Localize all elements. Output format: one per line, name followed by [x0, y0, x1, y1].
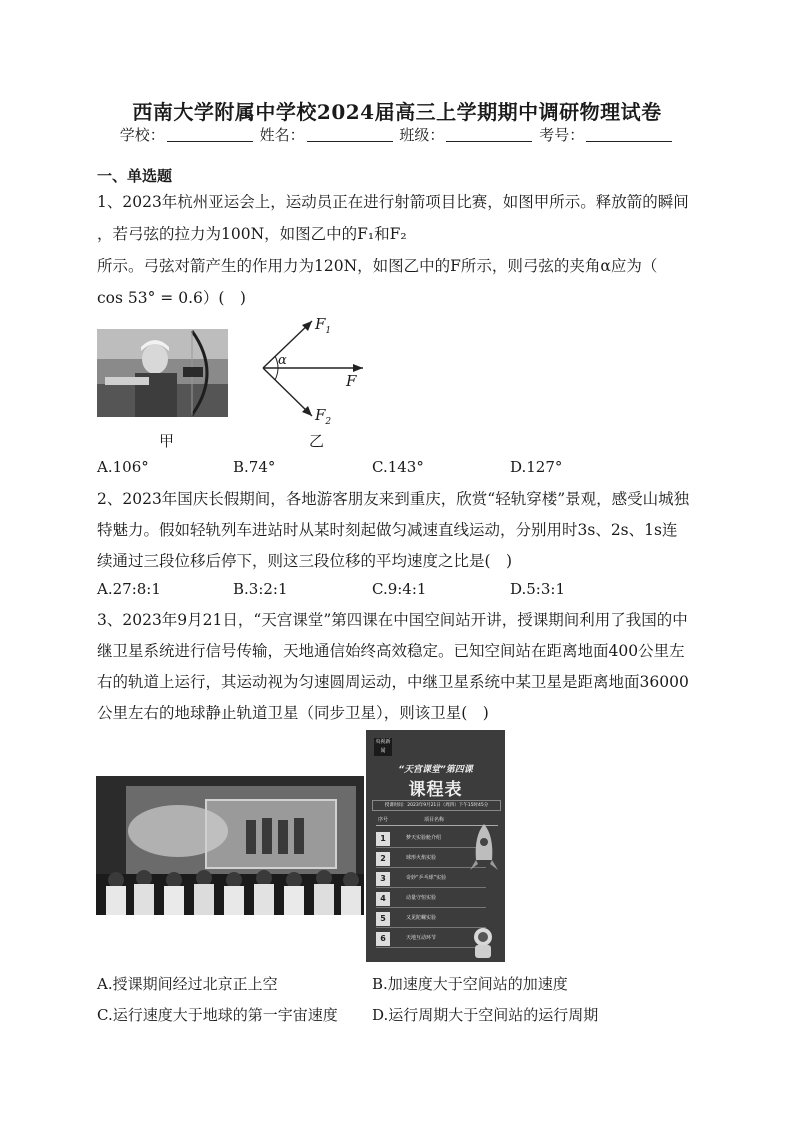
q3-line-4: 公里左右的地球静止轨道卫星（同步卫星），则该卫星( ) [97, 704, 489, 722]
poster-row: 5 又见陀螺实验 [376, 910, 486, 928]
q3-line-1: 3、2023年9月21日，“天宫课堂”第四课在中国空间站开讲，授课期间利用了我国的中 [97, 611, 688, 629]
force-diagram [255, 312, 370, 427]
poster-time-line: 授课时间：2023年9月21日（周四）下午15时45分 [372, 800, 501, 811]
number-label: 考号： [539, 126, 585, 144]
archer-photo [97, 329, 228, 417]
name-label: 姓名： [259, 126, 305, 144]
q1-line-4: cos 53° = 0.6）( ) [97, 289, 246, 307]
angle-alpha-label: α [278, 353, 287, 368]
q1-line-1: 1、2023年杭州亚运会上，运动员正在进行射箭项目比赛，如图甲所示。释放箭的瞬间 [97, 193, 689, 211]
school-blank[interactable] [167, 127, 253, 142]
force-f-label: F [346, 372, 357, 390]
q3-option-c[interactable]: C.运行速度大于地球的第一宇宙速度 [97, 1006, 338, 1024]
force-f2-label: $F_2$ [315, 406, 332, 427]
q2-line-2: 特魅力。假如轻轨列车进站时从某时刻起做匀减速直线运动，分别用时3s、2s、1s连 [97, 521, 678, 539]
poster-row: 6 天地互动环节 [376, 930, 486, 948]
q3-option-a[interactable]: A.授课期间经过北京正上空 [97, 975, 278, 993]
q1-line-3: 所示。弓弦对箭产生的作用力为120N，如图乙中的F所示，则弓弦的夹角α应为（ [97, 257, 658, 275]
cctv-news-logo: 央视新闻 [375, 739, 391, 754]
q2-option-d[interactable]: D.5:3:1 [510, 580, 565, 598]
section-heading: 一、单选题 [97, 167, 173, 185]
caption-yi: 乙 [309, 432, 325, 450]
q2-option-b[interactable]: B.3:2:1 [233, 580, 288, 598]
q3-option-d[interactable]: D.运行周期大于空间站的运行周期 [372, 1006, 599, 1024]
school-label: 学校： [119, 126, 165, 144]
name-blank[interactable] [307, 127, 393, 142]
q1-option-d[interactable]: D.127° [510, 458, 563, 476]
poster-row: 2 球形火焰实验 [376, 850, 486, 868]
poster-row: 1 梦天实验舱介绍 [376, 830, 486, 848]
exam-title: 西南大学附属中学校2024届高三上学期期中调研物理试卷 [132, 100, 662, 124]
poster-heading: 课程表 [408, 780, 463, 800]
classroom-photo-illustration [96, 776, 364, 915]
q3-option-b[interactable]: B.加速度大于空间站的加速度 [372, 975, 568, 993]
q1-option-a[interactable]: A.106° [97, 458, 149, 476]
q2-option-a[interactable]: A.27:8:1 [97, 580, 161, 598]
force-vectors-svg [255, 312, 370, 427]
classroom-photo [96, 776, 364, 915]
student-info-line [0, 124, 794, 145]
caption-jia: 甲 [159, 432, 175, 450]
q1-line-2: ，若弓弦的拉力为100N，如图乙中的F₁和F₂ [97, 225, 407, 243]
class-blank[interactable] [446, 127, 532, 142]
poster-row: 4 动量守恒实验 [376, 890, 486, 908]
astronaut-icon [468, 926, 498, 958]
class-label: 班级： [399, 126, 445, 144]
force-f1-label: $F_1$ [315, 315, 332, 336]
number-blank[interactable] [586, 127, 672, 142]
q3-line-2: 继卫星系统进行信号传输，天地通信始终高效稳定。已知空间站在距离地面400公里左 [97, 642, 685, 660]
course-schedule-poster [366, 730, 505, 962]
q1-option-b[interactable]: B.74° [233, 458, 276, 476]
q2-option-c[interactable]: C.9:4:1 [372, 580, 427, 598]
poster-col-name: 项目名称 [424, 817, 445, 823]
archer-photo-illustration [97, 329, 228, 417]
q1-option-c[interactable]: C.143° [372, 458, 424, 476]
q2-line-3: 续通过三段位移后停下，则这三段位移的平均速度之比是( ) [97, 552, 513, 570]
q2-line-1: 2、2023年国庆长假期间，各地游客朋友来到重庆，欣赏“轻轨穿楼”景观，感受山城独 [97, 490, 690, 508]
poster-col-no: 序号 [378, 817, 389, 823]
q3-line-3: 右的轨道上运行，其运动视为匀速圆周运动，中继卫星系统中某卫星是距离地面36000 [97, 673, 689, 691]
poster-subtitle: “天宫课堂”第四课 [398, 765, 473, 775]
poster-row: 3 奇妙“乒乓球”实验 [376, 870, 486, 888]
rocket-icon [466, 822, 502, 882]
